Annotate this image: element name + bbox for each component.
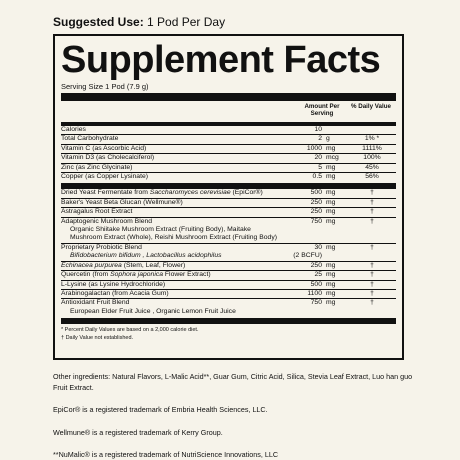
ingredient-row [61, 189, 396, 198]
amount-unit: mg [326, 280, 336, 288]
suggested-use-value: 1 Pod Per Day [143, 15, 226, 29]
daily-value: † [370, 280, 374, 288]
ingredient-italic: Echinacea purpurea [61, 261, 122, 269]
amount-qty: 500 [310, 280, 322, 288]
suggested-use [53, 15, 225, 29]
ingredient-name: Baker's Yeast Beta Glucan (Wellmune®) [61, 198, 183, 206]
amount-unit: mg [326, 271, 336, 279]
amount-unit: mg [326, 208, 336, 216]
amount-unit: mg [326, 144, 336, 152]
amount-qty: 750 [310, 299, 322, 307]
amount-qty: 250 [310, 261, 322, 269]
ingredient-row [61, 271, 396, 280]
ingredient-name: Adaptogenic Mushroom Blend Organic Shiitake Mushroom Extract (Fruiting Body), Maitake Mushroom Extract (Whole), Reishi Mushroom Extract (Fruiting Body) [61, 218, 294, 243]
suggested-use-label: Suggested Use: [53, 15, 144, 29]
ingredient-row [61, 281, 396, 290]
amount-qty: 1000 [306, 144, 322, 152]
ingredient-name: Zinc (as Zinc Glycinate) [61, 163, 133, 171]
daily-value: 1% * [364, 135, 380, 143]
trademark-numalic: **NuMalic® is a registered trademark of NutriScience Innovations, LLC [53, 450, 279, 459]
daily-value: † [370, 271, 374, 279]
ingredient-row [61, 208, 396, 217]
amount-qty: 20 [314, 154, 322, 162]
ingredient-name: Astragalus Root Extract [61, 208, 133, 216]
ingredient-name: Copper (as Copper Lysinate) [61, 173, 149, 181]
amount-unit: mg [326, 189, 336, 197]
ingredient-name: Vitamin C (as Ascorbic Acid) [61, 144, 147, 152]
daily-value: † [370, 261, 374, 269]
amount-qty: 250 [310, 198, 322, 206]
amount-unit [322, 126, 348, 134]
ingredient-row [61, 173, 396, 181]
amount-qty: 750 [310, 217, 322, 225]
ingredient-row [61, 145, 396, 154]
daily-value: † [370, 189, 374, 197]
serving-size: Serving Size 1 Pod (7.9 g) [61, 82, 149, 91]
ingredient-row [61, 164, 396, 173]
amount-unit: mg [326, 299, 336, 307]
ingredient-row [61, 199, 396, 208]
ingredient-row [61, 126, 396, 135]
ingredient-row [61, 154, 396, 163]
other-ingredients: Other ingredients: Natural Flavors, L-Malic Acid**, Guar Gum, Citric Acid, Silica, Stevia Leaf Extract, Luo han guo Fruit Extract. [53, 372, 413, 392]
panel-title: Supplement Facts [61, 39, 381, 81]
ingredient-name: Vitamin D3 (as Cholecalciferol) [61, 154, 155, 162]
daily-value: † [370, 198, 374, 206]
amount-qty: 0.5 [312, 173, 322, 181]
ingredient-name: Proprietary Probiotic Blend Bifidobacterium bifidum , Lactobacillus acidophilus [61, 244, 294, 261]
amount-unit: mcg [326, 154, 339, 162]
amount-qty: 10 [314, 126, 322, 133]
amount-unit: mg [326, 289, 336, 297]
amount-sub: (2 BCFU) [293, 252, 322, 260]
daily-value: † [370, 217, 374, 225]
amount-unit: g [326, 135, 330, 143]
amount-qty: 30 (2 BCFU) [294, 244, 322, 261]
daily-value: † [370, 243, 374, 251]
footnote-percent: * Percent Daily Values are based on a 2,000 calorie diet. [61, 327, 199, 334]
ingredient-name: Echinacea purpurea (Stem, Leaf, Flower) [61, 261, 186, 269]
ingredient-sub: Bifidobacterium bifidum , Lactobacillus acidophilus [70, 252, 222, 260]
ingredient-row [61, 135, 396, 144]
ingredient-name: Dried Yeast Fermentate from Saccharomyces cerevisiae (EpiCor®) [61, 189, 263, 197]
footnote-dagger: † Daily Value not established. [61, 335, 134, 342]
trademark-wellmune: Wellmune® is a registered trademark of Kerry Group. [53, 428, 223, 437]
daily-value: † [370, 208, 374, 216]
ingredient-sub: European Elder Fruit Juice , Organic Lemon Fruit Juice [70, 307, 236, 315]
ingredient-italic: Sophora japonica [110, 271, 164, 279]
amount-qty: 2 [318, 135, 322, 143]
daily-value: 100% [363, 154, 381, 162]
amount-qty: 250 [310, 208, 322, 216]
amount-header: Amount Per Serving [304, 103, 340, 117]
amount-unit: mg [326, 243, 336, 251]
amount-unit: mg [326, 198, 336, 206]
ingredient-name: L-Lysine (as Lysine Hydrochloride) [61, 280, 166, 288]
amount-qty: 5 [318, 163, 322, 171]
ingredient-name: Quercetin (from Sophora japonica Flower Extract) [61, 271, 211, 279]
nutrient-list [61, 126, 396, 181]
trademark-epicor: EpiCor® is a registered trademark of Embria Health Sciences, LLC. [53, 405, 268, 414]
amount-qty: 500 [310, 189, 322, 197]
amount-unit: mg [326, 163, 336, 171]
amount-unit: mg [326, 261, 336, 269]
ingredient-name: Arabinogalactan (from Acacia Gum) [61, 289, 169, 297]
footnotes [61, 324, 396, 343]
amount-qty: 1100 [307, 289, 322, 297]
blend-list [61, 189, 396, 316]
ingredient-row [61, 244, 396, 262]
ingredient-row [61, 218, 396, 244]
daily-value-header: % Daily Value [351, 103, 391, 110]
thick-divider [61, 93, 396, 101]
ingredient-sub: Mushroom Extract (Whole), Reishi Mushroom Extract (Fruiting Body) [70, 234, 277, 242]
ingredient-row [61, 262, 396, 271]
ingredient-name: Antioxidant Fruit Blend European Elder Fruit Juice , Organic Lemon Fruit Juice [61, 299, 294, 316]
column-header [61, 101, 396, 122]
daily-value: 45% [365, 163, 379, 171]
amount-unit: mg [326, 217, 336, 225]
daily-value [348, 126, 396, 134]
supplement-facts-panel [53, 34, 404, 360]
ingredient-sub: Organic Shiitake Mushroom Extract (Fruiting Body), Maitake [70, 226, 251, 234]
amount-qty: 25 [314, 271, 322, 279]
daily-value: 56% [365, 173, 379, 181]
ingredient-name: Calories [61, 126, 86, 133]
ingredient-italic: Saccharomyces cerevisiae [149, 189, 231, 197]
ingredient-name: Total Carbohydrate [61, 135, 119, 143]
amount-unit: mg [326, 173, 336, 181]
daily-value: † [370, 299, 374, 307]
ingredient-row [61, 290, 396, 299]
daily-value: † [370, 289, 374, 297]
daily-value: 1111% [362, 144, 382, 152]
ingredient-row [61, 299, 396, 316]
